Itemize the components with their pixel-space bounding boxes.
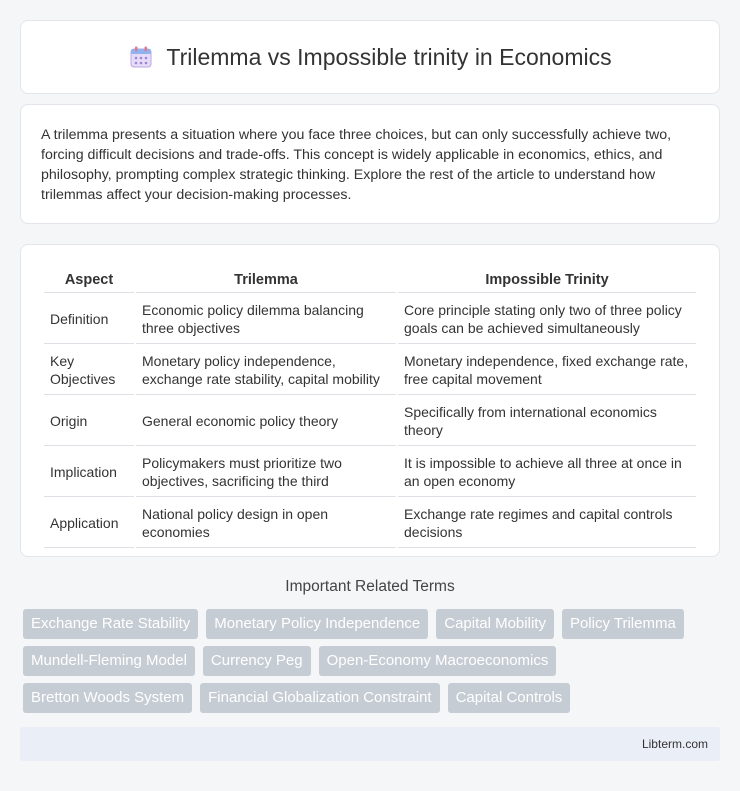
comparison-table-card xyxy=(20,244,720,557)
aspect-cell: Origin xyxy=(44,397,134,446)
table-header-row xyxy=(44,267,696,293)
intro-card xyxy=(20,104,720,224)
trilemma-cell: General economic policy theory xyxy=(136,397,396,446)
related-term-tag[interactable]: Mundell-Fleming Model xyxy=(23,646,195,676)
header-card xyxy=(20,20,720,94)
related-term-tag[interactable]: Bretton Woods System xyxy=(23,683,192,713)
related-term-tag[interactable]: Policy Trilemma xyxy=(562,609,684,639)
column-header-aspect: Aspect xyxy=(44,267,134,293)
impossible-trinity-cell: Core principle stating only two of three policy goals can be achieved simultaneously xyxy=(398,295,696,344)
intro-text: A trilemma presents a situation where you face three choices, but can only successfully achieve two, forcing difficult decisions and trade-offs. This concept is widely applicable in economics, ethics, and philosophy, prompting complex strategic thinking. Explore the rest of the article to understand how trilemmas affect your decision-making processes. xyxy=(41,127,672,203)
trilemma-cell: National policy design in open economies xyxy=(136,499,396,548)
aspect-cell: Definition xyxy=(44,295,134,344)
calendar-icon xyxy=(128,44,154,70)
related-term-tag[interactable]: Monetary Policy Independence xyxy=(206,609,428,639)
trilemma-cell: Monetary policy independence, exchange rate stability, capital mobility xyxy=(136,346,396,395)
impossible-trinity-cell: Exchange rate regimes and capital controls decisions xyxy=(398,499,696,548)
table-row xyxy=(44,346,696,395)
related-term-tag[interactable]: Open-Economy Macroeconomics xyxy=(319,646,557,676)
trilemma-cell: Policymakers must prioritize two objectives, sacrificing the third xyxy=(136,448,396,497)
impossible-trinity-cell: Specifically from international economics theory xyxy=(398,397,696,446)
page-title: Trilemma vs Impossible trinity in Economics xyxy=(166,43,612,70)
aspect-cell: Implication xyxy=(44,448,134,497)
impossible-trinity-cell: Monetary independence, fixed exchange rate, free capital movement xyxy=(398,346,696,395)
column-header-impossible-trinity: Impossible Trinity xyxy=(398,267,696,293)
table-row xyxy=(44,397,696,446)
footer-site-link[interactable]: Libterm.com xyxy=(641,737,708,751)
trilemma-cell: Economic policy dilemma balancing three objectives xyxy=(136,295,396,344)
related-terms-title: Important Related Terms xyxy=(285,578,455,595)
table-row xyxy=(44,295,696,344)
related-term-tag[interactable]: Currency Peg xyxy=(203,646,311,676)
table-row xyxy=(44,448,696,497)
column-header-trilemma: Trilemma xyxy=(136,267,396,293)
related-term-tag[interactable]: Capital Mobility xyxy=(436,609,554,639)
related-terms-list xyxy=(23,609,723,713)
comparison-table xyxy=(42,265,698,550)
aspect-cell: Key Objectives xyxy=(44,346,134,395)
impossible-trinity-cell: It is impossible to achieve all three at once in an open economy xyxy=(398,448,696,497)
related-term-tag[interactable]: Financial Globalization Constraint xyxy=(200,683,439,713)
footer xyxy=(20,727,720,761)
related-term-tag[interactable]: Capital Controls xyxy=(448,683,571,713)
aspect-cell: Application xyxy=(44,499,134,548)
related-term-tag[interactable]: Exchange Rate Stability xyxy=(23,609,198,639)
table-row xyxy=(44,499,696,548)
